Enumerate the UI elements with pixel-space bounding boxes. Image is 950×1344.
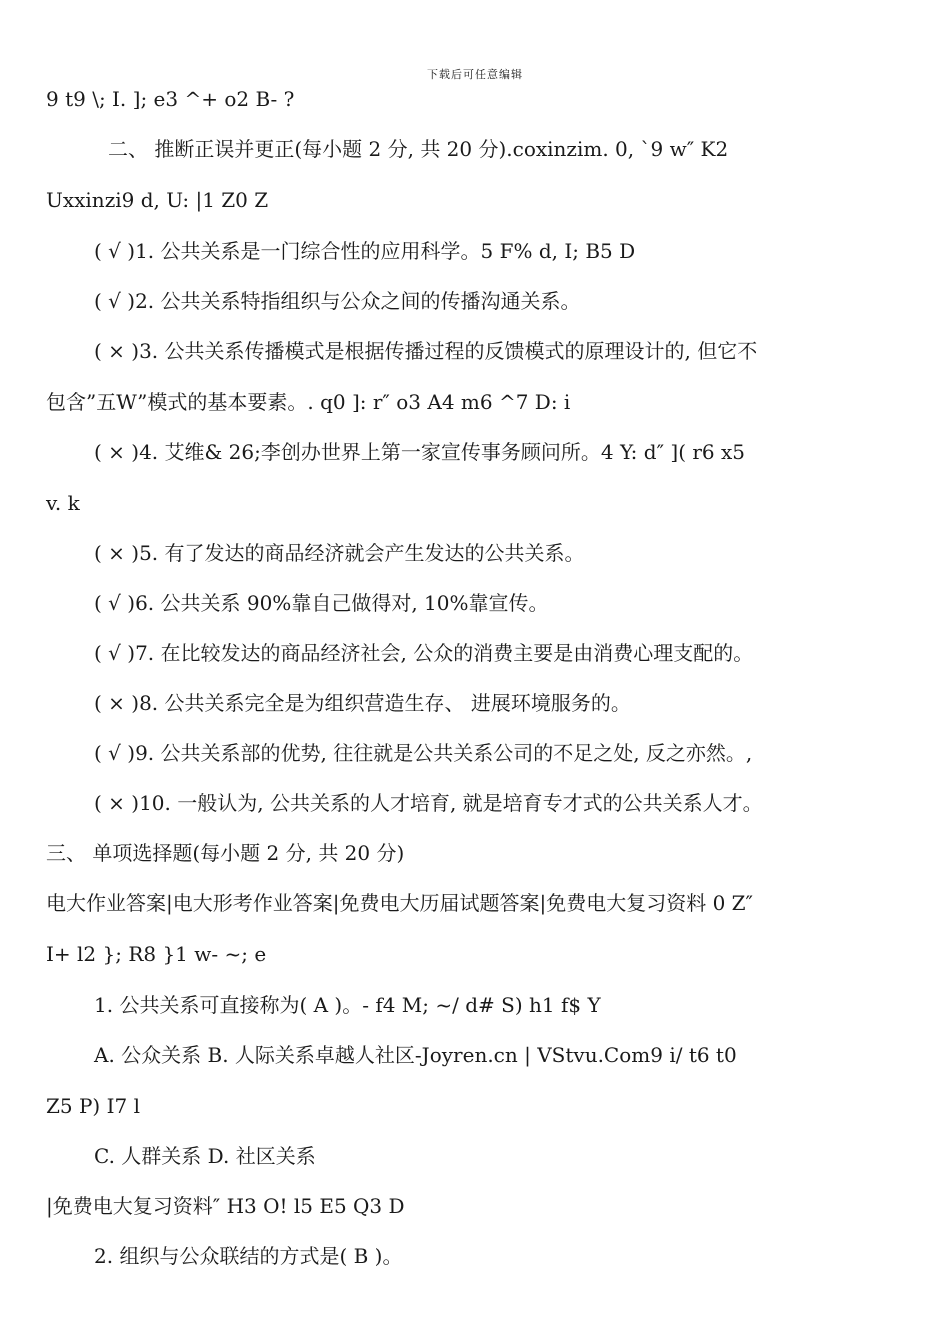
question-line: 1. 公共关系可直接称为( A )。- f4 M; ~/ d# S) h1 f$ Y	[94, 993, 601, 1017]
text-line-garbled: Uxxinzi9 d, U: |1 Z0 Z	[46, 188, 269, 212]
question-line: ( × )3. 公共关系传播模式是根据传播过程的反馈模式的原理设计的, 但它不	[94, 339, 758, 363]
option-line: A. 公众关系 B. 人际关系卓越人社区-Joyren.cn | VStvu.Com9 i/ t6 t0	[94, 1043, 737, 1067]
question-line: ( × )10. 一般认为, 公共关系的人才培育, 就是培育专才式的公共关系人才。	[94, 791, 763, 815]
question-line: ( × )8. 公共关系完全是为组织营造生存、 进展环境服务的。	[94, 691, 631, 715]
question-line: ( √ )1. 公共关系是一门综合性的应用科学。5 F% d, I; B5 D	[94, 239, 636, 263]
text-line-garbled: v. k	[46, 491, 80, 515]
page-header: 下载后可任意编辑	[427, 68, 523, 81]
text-line-garbled: I+ l2 }; R8 }1 w- ~; e	[46, 942, 267, 966]
section-heading-single-choice: 三、 单项选择题(每小题 2 分, 共 20 分)	[46, 841, 405, 865]
text-line-garbled: |免费电大复习资料″ H3 O! l5 E5 Q3 D	[46, 1194, 405, 1218]
question-line: ( × )5. 有了发达的商品经济就会产生发达的公共关系。	[94, 541, 585, 565]
question-line: ( √ )7. 在比较发达的商品经济社会, 公众的消费主要是由消费心理支配的。	[94, 641, 754, 665]
section-heading-true-false: 二、 推断正误并更正(每小题 2 分, 共 20 分).coxinzim. 0, `9 w″ K2	[108, 137, 729, 161]
question-line: ( √ )9. 公共关系部的优势, 往往就是公共关系公司的不足之处, 反之亦然。,	[94, 741, 753, 765]
text-line-garbled: 9 t9 \; I. ]; e3 ^+ o2 B- ?	[46, 87, 295, 111]
question-line: ( √ )6. 公共关系 90%靠自己做得对, 10%靠宣传。	[94, 591, 549, 615]
question-line-continued: 包含”五W”模式的基本要素。. q0 ]: r″ o3 A4 m6 ^7 D: i	[46, 390, 571, 414]
text-line-garbled: Z5 P) I7 l	[46, 1094, 140, 1118]
question-line: ( × )4. 艾维& 26;李创办世界上第一家宣传事务顾问所。4 Y: d″ ]( r6 x5	[94, 440, 746, 464]
question-line: ( √ )2. 公共关系特指组织与公众之间的传播沟通关系。	[94, 289, 581, 313]
question-line: 2. 组织与公众联结的方式是( B )。	[94, 1244, 403, 1268]
option-line: C. 人群关系 D. 社区关系	[94, 1144, 316, 1168]
text-line-garbled: 电大作业答案|电大形考作业答案|免费电大历届试题答案|免费电大复习资料 0 Z″	[46, 891, 754, 915]
